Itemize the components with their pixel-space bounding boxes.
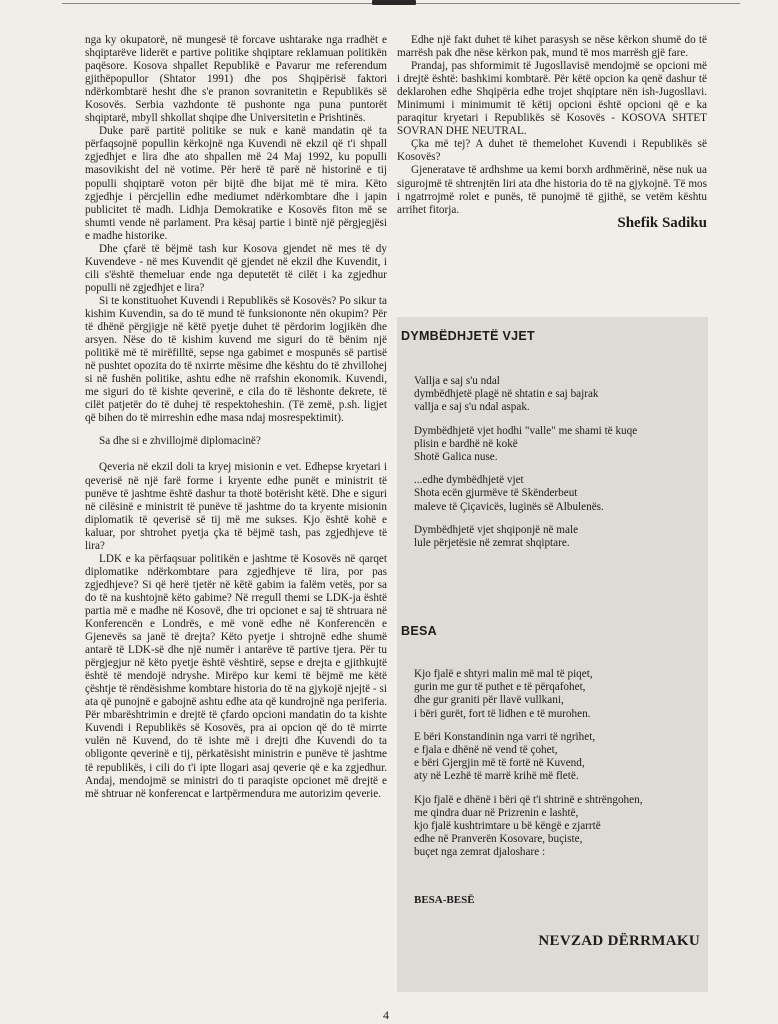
poem-stanza bbox=[414, 731, 643, 784]
poem-line: ...edhe dymbëdhjetë vjet bbox=[414, 474, 524, 487]
poem-stanza bbox=[414, 375, 637, 415]
paragraph: Prandaj, pas shformimit të Jugosllavisë mendojmë se opcioni më i drejtë është: bashkimi kombtarë. Për këtë opcion ka qenë dashur të deklarohen edhe Shqipëria edhe trojet shqiptare nën ish-Jugosllavi. Minimumi i minimumit të këtij opcioni është opcioni që e ka paraqitur kryetari i Republikës së Kosovës - KOSOVA SHTET SOVRAN DHE NEUTRAL. bbox=[397, 60, 707, 138]
article-signature: Shefik Sadiku bbox=[617, 214, 707, 231]
poem-line: me qindra duar në Prizrenin e lashtë, bbox=[414, 806, 579, 819]
poem-line: aty në Lezhë të marrë krihë më fletë. bbox=[414, 770, 579, 783]
article-right-column bbox=[397, 34, 707, 230]
poem-closing: BESA-BESË bbox=[414, 894, 475, 906]
poem-title: BESA bbox=[401, 624, 437, 638]
poem-line: E bëri Konstandinin nga varri të ngrihet, bbox=[414, 730, 596, 743]
poem-line: plisin e bardhë në kokë bbox=[414, 437, 518, 450]
poem-stanza bbox=[414, 474, 637, 514]
poem-line: Shota ecën gjurmëve të Skënderbeut bbox=[414, 487, 578, 500]
poem-stanza bbox=[414, 794, 643, 860]
paragraph: Si te konstituohet Kuvendi i Republikës së Kosovës? Po sikur ta kishim Kuvendin, sa do të mund të funksiononte nën okupim? Për të dhënë përgjigje në këtë pyetje duhet të përdorim logjikën dhe arsyen. Nëse do të kishim kuvend me siguri do të bënim një politikë më të mirëfilltë, sepse nga gabimet e mospunës së partisë në pushtet opozita do të nxirrte mësime dhe kështu do të zhvillohej si në fushën politike, ashtu edhe në rrafshin ekonomik. Kuvendi, me siguri do të kishte qeverinë, e cila do të lëshonte dekrete, të cilët patjetër do të duhej të respektoheshin. (Të zemë, p.sh. ligjet që bihen do të mirreshin edhe masa ndaj mosrespektimit). bbox=[85, 294, 387, 425]
poem-line: dhe gur graniti për llavë vullkani, bbox=[414, 694, 564, 707]
poem-besa bbox=[414, 668, 643, 870]
poem-line: vallja e saj s'u ndal aspak. bbox=[414, 401, 530, 414]
paragraph: Çka më tej? A duhet të themelohet Kuvendi i Republikës së Kosovës? bbox=[397, 138, 707, 164]
poem-line: dymbëdhjetë plagë në shtatin e saj bajrak bbox=[414, 388, 599, 401]
poem-line: Dymbëdhjetë vjet hodhi "valle" me shami të kuqe bbox=[414, 424, 638, 437]
poem-line: kjo fjalë kushtrimtare u bë këngë e zjarrtë bbox=[414, 820, 601, 833]
header-mark bbox=[372, 0, 416, 5]
poem-line: buçet nga zemrat djaloshare : bbox=[414, 846, 546, 859]
poem-line: maleve të Çiçavicës, luginës së Albulenës. bbox=[414, 500, 604, 513]
poem-dymbedhjete-vjet bbox=[414, 375, 637, 560]
poem-stanza bbox=[414, 425, 637, 465]
poem-stanza bbox=[414, 524, 637, 550]
paragraph: Gjeneratave të ardhshme ua kemi borxh ardhmërinë, nëse nuk ua sigurojmë të shtrenjtën liri ata dhe historia do të na gjykojnë. Të mos i ngatrrojmë rolet e punës, të punojmë të gjithë, se vetëm kështu arrihet fitorja. bbox=[397, 164, 707, 216]
poem-stanza bbox=[414, 668, 643, 721]
section-subheading: Sa dhe si e zhvillojmë diplomacinë? bbox=[99, 435, 261, 448]
article-left-column bbox=[85, 34, 387, 801]
poem-author: NEVZAD DËRRMAKU bbox=[538, 933, 700, 949]
poem-line: Vallja e saj s'u ndal bbox=[414, 375, 500, 387]
poem-line: edhe në Pranverën Kosovare, buçiste, bbox=[414, 833, 583, 846]
poem-title: DYMBËDHJETË VJET bbox=[401, 329, 535, 343]
poem-line: e fjala e dhënë në vend të çohet, bbox=[414, 744, 558, 757]
paragraph: Qeveria në ekzil doli ta kryej misionin e vet. Edhepse kryetari i qeverisë në një farë forme i kryente edhe punët e ministrit të punëve të jashtme është dashur ta thotë botërisht këtë. Dhe e siguri në cilësinë e ministrit të punëve të jashtme do ta kryente misionin diplomatik të qeverisë së tij më me sukses. Kjo është kohë e kaluar, por shtrohet pyetja çka të bëjmë tash, pas zgjedhjeve të lira? bbox=[85, 461, 387, 552]
poem-line: Shotë Galica nuse. bbox=[414, 451, 498, 464]
poem-line: Kjo fjalë e dhënë i bëri që t'i shtrinë e shtrëngohen, bbox=[414, 793, 643, 806]
paragraph: Edhe një fakt duhet të kihet parasysh se nëse kërkon shumë do të marrësh pak dhe nëse kërkon pak, mund të mos marrësh gjë fare. bbox=[397, 34, 707, 60]
paragraph: LDK e ka përfaqsuar politikën e jashtme të Kosovës në qarqet diplomatike ndërkombtare para zgjedhjeve të lira, por pas zgjedhjeve? Si që herë tjetër në këtë gabim ia falëm vetës, por sa do të na kushtojnë këto gabime? Në rregull themi se LDK-ja është partia më e madhe në Kosovë, dhe tri opcionet e saj të shtruara në Konferencën e Londrës, e më vonë edhe në Konferencën e Gjenevës sa janë të drejta? Këto pyetje i shtrojnë edhe shumë antarë të LDK-së dhe një numër i antarëve të partive tjera. Për tu përgjegjur në këto pyetje është vështirë, sepse e drejta e gjithkujtë është të mendojë ndryshe. Mirëpo kur kemi të bëjmë me këtë çështje të rëndësishme kombtare historia do të na gjykojë njejtë - si ata që punojnë e gabojnë ashtu edhe ata që kundrojnë nga periferia. Për mbarështrimin e drejtë të çfardo opcioni mandatin do ta kishte Kuvendi i Republikës së Kosovës, pra ai opcion që do të mirrte vulën në Kuvend, do të ishte më i drejti dhe Kuvendi do ta obligonte qeverinë e tij, përkatësisht ministrin e punëve të jashtme të republikës, i cili do t'i ipte llogari asaj qeverie që e ka zgjedhur. Andaj, mendojmë se ministri do ti paraqiste opcionet më drejtë e më shtruar në konferencat e lartpërmendura me autorizim qeverie. bbox=[85, 552, 387, 800]
paragraph: Dhe çfarë të bëjmë tash kur Kosova gjendet në mes të dy Kuvendeve - në mes Kuvendit që gjendet në ekzil dhe Kuvendit, i cili s'është themeluar ende nga deputetët të cilët i ka zgjedhur populli në zgjedhjet e lira? bbox=[85, 242, 387, 294]
paragraph: nga ky okupatorë, në mungesë të forcave ushtarake nga rradhët e shqiptarëve liderët e partive politike shqiptare reklamuan politikën paqësore. Kosova shpallet Republikë e Pavarur me referendum gjithëpopullor (Shtator 1991) dhe pos Shqipërisë faktori ndërkombtarë hesht dhe s'e pranon sovranitetin e Republikës së Kosovës. Serbia vazhdonte të pushonte nga puna puntorët shqiptarë, mbyll shkollat shqipe dhe Universitetin e Prishtinës. bbox=[85, 34, 387, 125]
paragraph: Duke parë partitë politike se nuk e kanë mandatin që ta përfaqsojnë popullin kërkojnë nga Kuvendi në ekzil që t'i shpall zgjedhjet e lira dhe ato shpallen më 24 Maj 1992, ku populli masovikisht del në votime. Për herë të parë në historinë e tij populli shqiptarë voton për bijtë dhe bijat më të mira. Këto zgjedhje i përcjellin edhe mediumet ndërkombtare dhe i japin publicitet të madh. Lidhja Demokratike e Kosovës fiton më se shumti vende në parlament. Pra kësaj partie i bintë një përgjegjësi e madhe historike. bbox=[85, 125, 387, 242]
poem-line: Dymbëdhjetë vjet shqiponjë në male bbox=[414, 523, 579, 536]
poem-line: e bëri Gjergjin më të fortë në Kuvend, bbox=[414, 757, 585, 770]
poem-line: i bëri gurët, fort të lidhen e të murohen. bbox=[414, 707, 591, 720]
poetry-box bbox=[397, 317, 708, 992]
poem-line: Kjo fjalë e shtyri malin më mal të piqet, bbox=[414, 668, 593, 680]
poem-line: gurin me gur të puthet e të përqafohet, bbox=[414, 681, 586, 694]
page-number: 4 bbox=[383, 1008, 389, 1022]
poem-line: lule përjetësie në zemrat shqiptare. bbox=[414, 537, 570, 550]
